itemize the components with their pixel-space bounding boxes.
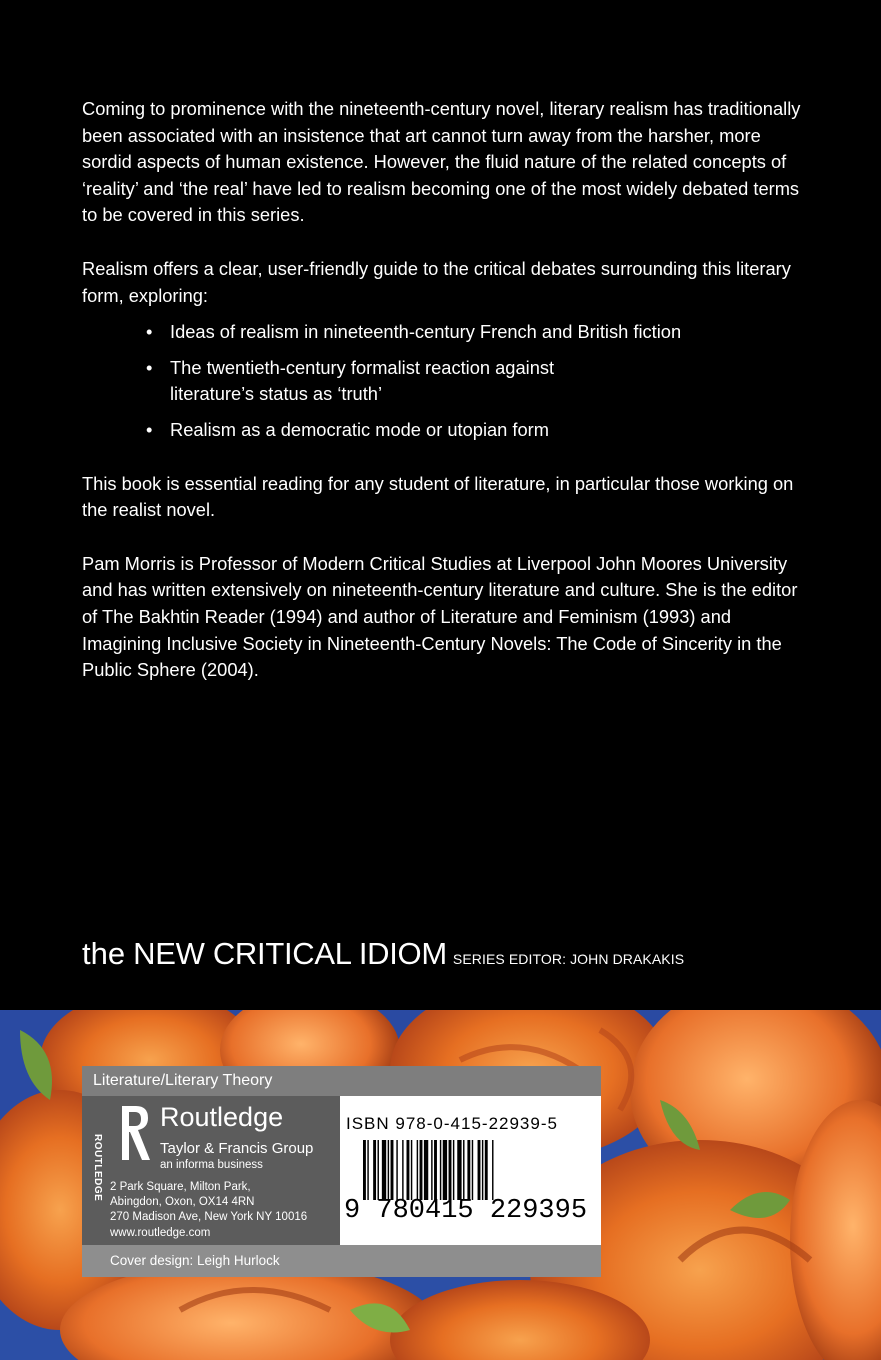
- author-bio: Pam Morris is Professor of Modern Critical Studies at Liverpool John Moores University and has written extensively on nineteenth-century literature and culture. She is the editor of The Bakhtin Reader (1994) and author of Literature and Feminism (1993) and Imagining Inclusive Society in Nineteenth-Century Novels: The Code of Sincerity in the Public Sphere (2004).: [82, 552, 798, 681]
- address-line: 270 Madison Ave, New York NY 10016: [110, 1211, 308, 1224]
- publisher-informa: an informa business: [160, 1159, 263, 1171]
- barcode-icon: [363, 1140, 583, 1200]
- isbn-label: ISBN 978-0-415-22939-5: [346, 1114, 558, 1133]
- series-editor: SERIES EDITOR: JOHN DRAKAKIS: [452, 951, 685, 967]
- address-line: 2 Park Square, Milton Park,: [110, 1181, 251, 1193]
- bullet-icon: •: [146, 356, 153, 378]
- publisher-name: Routledge: [160, 1102, 284, 1132]
- address-line: Abingdon, Oxon, OX14 4RN: [110, 1196, 255, 1209]
- blurb: [82, 96, 812, 711]
- website: www.routledge.com: [110, 1226, 211, 1239]
- topic-text: The twentieth-century formalist reaction against literature’s status as ‘truth’: [170, 356, 555, 405]
- publisher-panel: [82, 1096, 340, 1245]
- topic-list-item: [146, 355, 640, 408]
- category-label: Literature/Literary Theory: [82, 1066, 601, 1096]
- blurb-paragraph-3: This book is essential reading for any student of literature, in particular those working on the realist novel.: [82, 472, 794, 521]
- bullet-icon: •: [146, 418, 153, 440]
- cover-credit: Cover design: Leigh Hurlock: [82, 1245, 601, 1277]
- blurb-paragraph-1: Coming to prominence with the nineteenth-century novel, literary realism has traditionally been associated with an insistence that art cannot turn away from the harsher, more sordid aspects of human existence. However, the fluid nature of the related concepts of ‘reality’ and ‘the real’ have led to realism becoming one of the most widely debated terms to be covered in this series.: [82, 98, 801, 226]
- publisher-vertical-label: ROUTLEDGE: [92, 1134, 103, 1202]
- topic-list: [82, 319, 812, 443]
- barcode-digits: 9 780415 229395: [344, 1196, 588, 1226]
- publisher-group: Taylor & Francis Group: [160, 1140, 314, 1157]
- bullet-icon: •: [146, 321, 153, 343]
- series-the: the: [82, 936, 126, 971]
- series-title: [82, 936, 684, 972]
- routledge-logo-icon: [118, 1104, 152, 1162]
- blurb-paragraph-2: Realism offers a clear, user-friendly guide to the critical debates surrounding this literary form, exploring:: [82, 257, 791, 306]
- series-name: NEW CRITICAL IDIOM: [133, 936, 447, 971]
- topic-list-item: [146, 417, 812, 444]
- topic-list-item: [146, 319, 812, 346]
- publisher-address: [110, 1180, 307, 1241]
- topic-text: Ideas of realism in nineteenth-century French and British fiction: [170, 321, 682, 343]
- barcode-panel: [340, 1096, 601, 1245]
- publisher-info-box: [82, 1066, 601, 1277]
- topic-text: Realism as a democratic mode or utopian form: [170, 418, 549, 440]
